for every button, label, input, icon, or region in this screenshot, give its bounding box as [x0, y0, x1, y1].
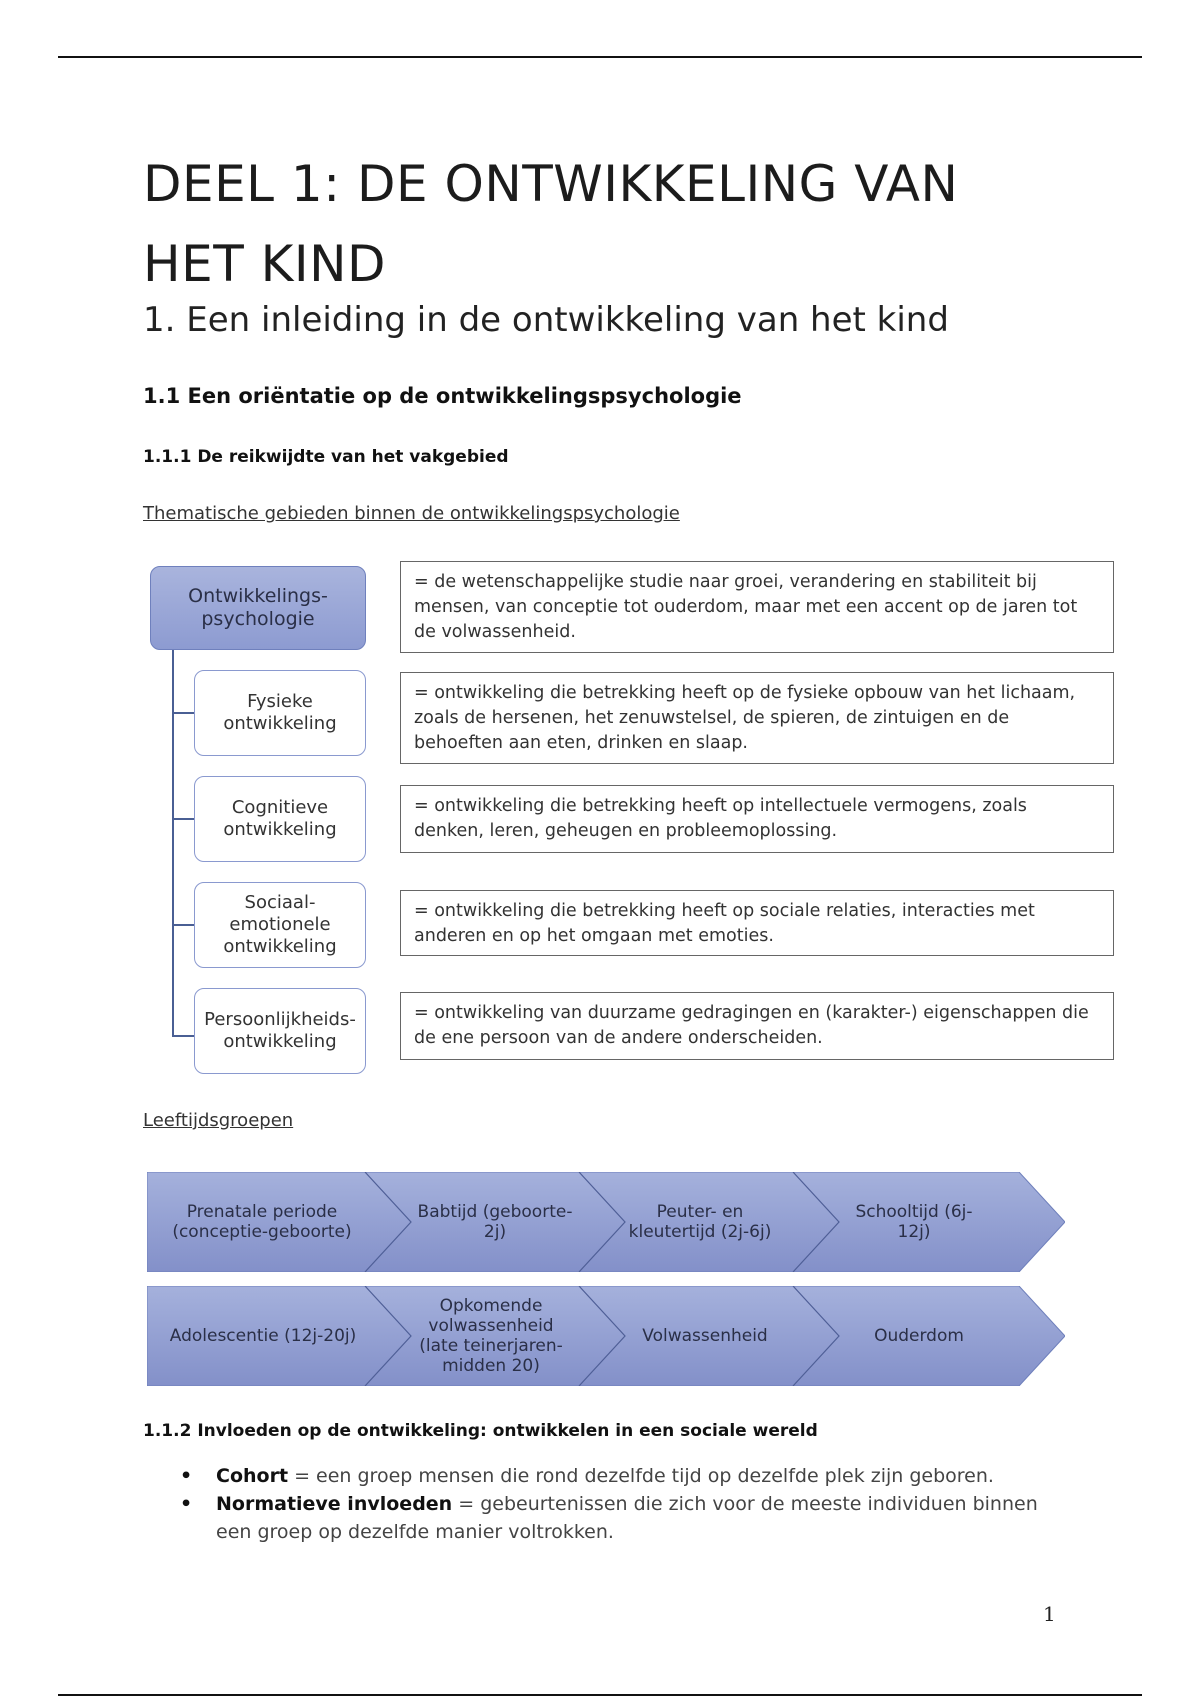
definition-cognitive: = ontwikkeling die betrekking heeft op intellectuele vermogens, zoals denken, leren, geheugen en probleemoplossing. [400, 785, 1114, 853]
child-node-social-emotional [194, 882, 366, 968]
page-number: 1 [1043, 1602, 1056, 1626]
child-node-personality [194, 988, 366, 1074]
age-row-1 [147, 1172, 1065, 1272]
root-node-label: Ontwikkelings- psychologie [188, 585, 328, 630]
age-group-adolescence: Adolescentie (12j-20j) [169, 1326, 357, 1346]
list-item [180, 1490, 1060, 1546]
child-node-physical [194, 670, 366, 756]
age-group-old-age: Ouderdom [874, 1326, 964, 1346]
age-row-2 [147, 1286, 1065, 1386]
list-item [180, 1462, 1060, 1490]
child-node-label: Cognitieve ontwikkeling [223, 797, 337, 840]
age-group-school: Schooltijd (6j-12j) [855, 1202, 973, 1242]
term: Normatieve invloeden [216, 1493, 453, 1515]
term-definition: = een groep mensen die rond dezelfde tijd op dezelfde plek zijn geboren. [288, 1465, 994, 1487]
top-rule [58, 56, 1142, 58]
subsection-heading-1: 1.1.1 De reikwijdte van het vakgebied [143, 447, 509, 467]
child-node-label: Fysieke ontwikkeling [223, 691, 337, 734]
child-node-label: Sociaal-emotionele ontwikkeling [223, 892, 337, 957]
definition-list [180, 1462, 1060, 1546]
age-group-emerging-adult: Opkomende volwassenheid (late teinerjaren-midden 20) [419, 1296, 563, 1376]
page-title: DEEL 1: DE ONTWIKKELING VAN HET KIND [143, 155, 959, 293]
definition-personality: = ontwikkeling van duurzame gedragingen en (karakter-) eigenschappen die de ene persoon van de andere onderscheiden. [400, 992, 1114, 1060]
age-group-baby: Babtijd (geboorte-2j) [417, 1202, 573, 1242]
child-node-label: Persoonlijkheids-ontwikkeling [204, 1009, 356, 1052]
root-node [150, 566, 366, 650]
bottom-rule [58, 1694, 1142, 1696]
age-group-adulthood: Volwassenheid [642, 1326, 768, 1346]
age-groups-label: Leeftijdsgroepen [143, 1110, 294, 1131]
thematic-label: Thematische gebieden binnen de ontwikkelingspsychologie [143, 503, 680, 524]
age-group-prenatal: Prenatale periode (conceptie-geboorte) [172, 1202, 352, 1242]
chapter-title: 1. Een inleiding in de ontwikkeling van het kind [143, 300, 949, 340]
section-heading: 1.1 Een oriëntatie op de ontwikkelingspsychologie [143, 384, 742, 408]
tree-branch-line [172, 818, 194, 820]
bullet-icon: • [180, 1493, 193, 1515]
tree-branch-line [172, 924, 194, 926]
tree-branch-line [172, 1035, 194, 1037]
tree-trunk-line [172, 650, 174, 1036]
child-node-cognitive [194, 776, 366, 862]
definition-physical: = ontwikkeling die betrekking heeft op de fysieke opbouw van het lichaam, zoals de hersenen, het zenuwstelsel, de spieren, de zintuigen en de behoeften aan eten, drinken en slaap. [400, 672, 1114, 764]
bullet-icon: • [180, 1465, 193, 1487]
thematic-diagram [140, 558, 1140, 1078]
term: Cohort [216, 1465, 289, 1487]
root-definition: = de wetenschappelijke studie naar groei, verandering en stabiliteit bij mensen, van conceptie tot ouderdom, maar met een accent op de jaren tot de volwassenheid. [400, 561, 1114, 653]
term-definition: = gebeurtenissen die zich voor de meeste individuen binnen een groep op dezelfde manier voltrokken. [216, 1493, 1038, 1543]
age-group-toddler: Peuter- en kleutertijd (2j-6j) [628, 1202, 772, 1242]
tree-branch-line [172, 712, 194, 714]
subsection-heading-2: 1.1.2 Invloeden op de ontwikkeling: ontwikkelen in een sociale wereld [143, 1421, 818, 1441]
definition-social-emotional: = ontwikkeling die betrekking heeft op sociale relaties, interacties met anderen en op het omgaan met emoties. [400, 890, 1114, 956]
